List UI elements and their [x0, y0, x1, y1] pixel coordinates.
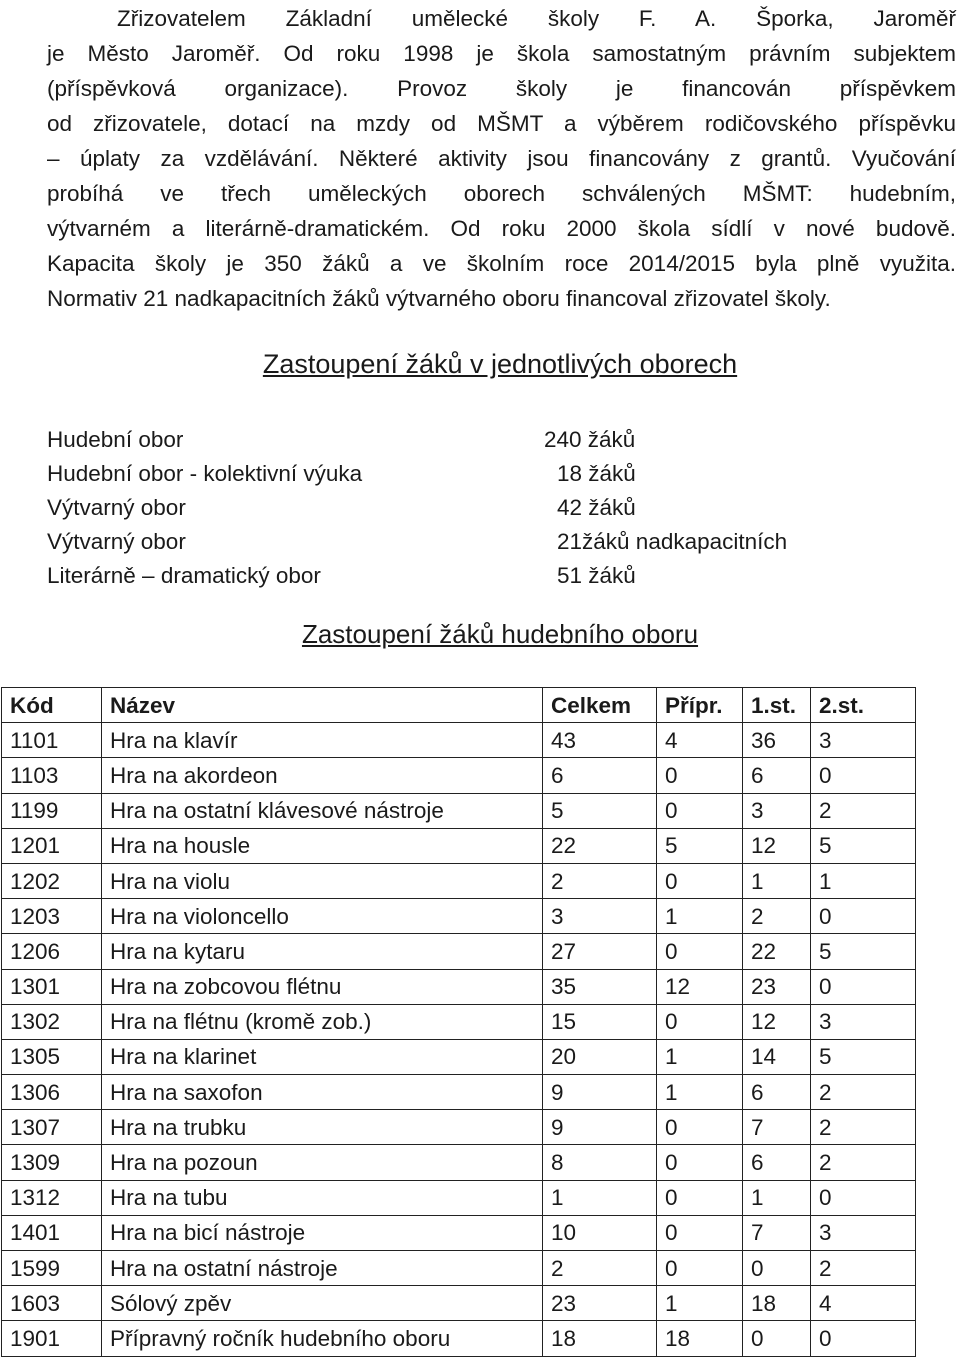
field-name: Výtvarný obor	[47, 529, 186, 554]
name-cell: Hra na ostatní nástroje	[102, 1251, 543, 1286]
level1-cell: 6	[743, 1075, 811, 1110]
list-item	[47, 423, 907, 457]
prep-cell: 5	[657, 828, 743, 863]
total-cell: 35	[543, 969, 657, 1004]
level1-cell: 0	[743, 1251, 811, 1286]
total-cell: 9	[543, 1110, 657, 1145]
field-name: Hudební obor - kolektivní výuka	[47, 461, 363, 486]
column-header: Kód	[2, 688, 102, 723]
intro-line: Zřizovatelem Základní umělecké školy F. A. Šporka, Jaroměř	[117, 6, 956, 31]
prep-cell: 12	[657, 969, 743, 1004]
total-cell: 23	[543, 1286, 657, 1321]
level2-cell: 2	[811, 1251, 916, 1286]
prep-cell: 1	[657, 899, 743, 934]
prep-cell: 0	[657, 863, 743, 898]
prep-cell: 4	[657, 723, 743, 758]
prep-cell: 0	[657, 934, 743, 969]
field-name: Výtvarný obor	[47, 495, 186, 520]
table-row	[2, 1075, 916, 1110]
name-cell: Hra na tubu	[102, 1180, 543, 1215]
intro-line: je Město Jaroměř. Od roku 1998 je škola samostatným právním subjektem	[47, 41, 956, 66]
level2-cell: 2	[811, 1110, 916, 1145]
name-cell: Hra na saxofon	[102, 1075, 543, 1110]
field-count: 51 žáků	[557, 563, 636, 588]
column-header: 1.st.	[743, 688, 811, 723]
level2-cell: 0	[811, 899, 916, 934]
level1-cell: 1	[743, 1180, 811, 1215]
level2-cell: 2	[811, 1075, 916, 1110]
code-cell: 1202	[2, 863, 102, 898]
level1-cell: 12	[743, 828, 811, 863]
music-heading: Zastoupení žáků hudebního oboru	[301, 619, 699, 649]
prep-cell: 0	[657, 793, 743, 828]
name-cell: Hra na ostatní klávesové nástroje	[102, 793, 543, 828]
name-cell: Hra na zobcovou flétnu	[102, 969, 543, 1004]
list-item	[47, 559, 907, 593]
level1-cell: 18	[743, 1286, 811, 1321]
total-cell: 43	[543, 723, 657, 758]
level2-cell: 0	[811, 758, 916, 793]
table-body	[2, 723, 916, 1356]
intro-line: Normativ 21 nadkapacitních žáků výtvarného oboru financoval zřizovatel školy.	[47, 286, 831, 311]
level2-cell: 4	[811, 1286, 916, 1321]
prep-cell: 0	[657, 1180, 743, 1215]
level1-cell: 14	[743, 1039, 811, 1074]
name-cell: Hra na pozoun	[102, 1145, 543, 1180]
total-cell: 5	[543, 793, 657, 828]
table-row	[2, 969, 916, 1004]
intro-line: probíhá ve třech uměleckých oborech schválených MŠMT: hudebním,	[47, 181, 956, 206]
level1-cell: 7	[743, 1110, 811, 1145]
table-row	[2, 1110, 916, 1145]
music-table	[1, 687, 916, 1357]
total-cell: 18	[543, 1321, 657, 1356]
code-cell: 1301	[2, 969, 102, 1004]
code-cell: 1309	[2, 1145, 102, 1180]
intro-line: výtvarném a literárně-dramatickém. Od roku 2000 škola sídlí v nové budově.	[47, 216, 956, 241]
name-cell: Hra na trubku	[102, 1110, 543, 1145]
name-cell: Hra na bicí nástroje	[102, 1215, 543, 1250]
table-row	[2, 1215, 916, 1250]
name-cell: Hra na violu	[102, 863, 543, 898]
field-name: Hudební obor	[47, 427, 184, 452]
column-header: 2.st.	[811, 688, 916, 723]
name-cell: Přípravný ročník hudebního oboru	[102, 1321, 543, 1356]
total-cell: 22	[543, 828, 657, 863]
intro-line: Kapacita školy je 350 žáků a ve školním roce 2014/2015 byla plně využita.	[47, 251, 956, 276]
code-cell: 1401	[2, 1215, 102, 1250]
code-cell: 1901	[2, 1321, 102, 1356]
table-row	[2, 1286, 916, 1321]
field-count: 21žáků nadkapacitních	[557, 529, 788, 554]
total-cell: 1	[543, 1180, 657, 1215]
level2-cell: 5	[811, 828, 916, 863]
total-cell: 8	[543, 1145, 657, 1180]
level1-cell: 12	[743, 1004, 811, 1039]
name-cell: Hra na klarinet	[102, 1039, 543, 1074]
code-cell: 1599	[2, 1251, 102, 1286]
code-cell: 1199	[2, 793, 102, 828]
column-header: Celkem	[543, 688, 657, 723]
field-count: 42 žáků	[557, 495, 636, 520]
level2-cell: 0	[811, 969, 916, 1004]
level2-cell: 3	[811, 1215, 916, 1250]
list-item	[47, 491, 907, 525]
column-header: Přípr.	[657, 688, 743, 723]
level1-cell: 6	[743, 758, 811, 793]
name-cell: Hra na klavír	[102, 723, 543, 758]
total-cell: 15	[543, 1004, 657, 1039]
total-cell: 10	[543, 1215, 657, 1250]
field-name: Literárně – dramatický obor	[47, 563, 321, 588]
code-cell: 1306	[2, 1075, 102, 1110]
list-item	[47, 525, 907, 559]
code-cell: 1201	[2, 828, 102, 863]
level2-cell: 2	[811, 1145, 916, 1180]
table-row	[2, 934, 916, 969]
code-cell: 1302	[2, 1004, 102, 1039]
table-row	[2, 828, 916, 863]
name-cell: Sólový zpěv	[102, 1286, 543, 1321]
prep-cell: 0	[657, 1110, 743, 1145]
level1-cell: 6	[743, 1145, 811, 1180]
table-row	[2, 723, 916, 758]
table-row	[2, 758, 916, 793]
intro-line: – úplaty za vzdělávání. Některé aktivity jsou financovány z grantů. Vyučování	[47, 146, 956, 171]
prep-cell: 18	[657, 1321, 743, 1356]
table-row	[2, 863, 916, 898]
level2-cell: 2	[811, 793, 916, 828]
prep-cell: 0	[657, 1004, 743, 1039]
total-cell: 20	[543, 1039, 657, 1074]
level2-cell: 3	[811, 723, 916, 758]
total-cell: 9	[543, 1075, 657, 1110]
table-row	[2, 1039, 916, 1074]
level1-cell: 2	[743, 899, 811, 934]
level1-cell: 23	[743, 969, 811, 1004]
code-cell: 1206	[2, 934, 102, 969]
prep-cell: 1	[657, 1075, 743, 1110]
prep-cell: 0	[657, 758, 743, 793]
total-cell: 2	[543, 863, 657, 898]
table-row	[2, 1251, 916, 1286]
level1-cell: 3	[743, 793, 811, 828]
table-row	[2, 1180, 916, 1215]
prep-cell: 1	[657, 1286, 743, 1321]
field-count: 240 žáků	[544, 427, 636, 452]
column-header: Název	[102, 688, 543, 723]
table-header-row	[2, 688, 916, 723]
total-cell: 27	[543, 934, 657, 969]
prep-cell: 0	[657, 1145, 743, 1180]
code-cell: 1603	[2, 1286, 102, 1321]
level2-cell: 0	[811, 1180, 916, 1215]
total-cell: 3	[543, 899, 657, 934]
name-cell: Hra na kytaru	[102, 934, 543, 969]
level1-cell: 22	[743, 934, 811, 969]
total-cell: 2	[543, 1251, 657, 1286]
intro-line: od zřizovatele, dotací na mzdy od MŠMT a výběrem rodičovského příspěvku	[47, 111, 956, 136]
field-count: 18 žáků	[557, 461, 636, 486]
prep-cell: 0	[657, 1215, 743, 1250]
intro-line: (příspěvková organizace). Provoz školy je financován příspěvkem	[47, 76, 956, 101]
prep-cell: 1	[657, 1039, 743, 1074]
level1-cell: 0	[743, 1321, 811, 1356]
name-cell: Hra na violoncello	[102, 899, 543, 934]
fields-heading: Zastoupení žáků v jednotlivých oborech	[262, 349, 738, 379]
code-cell: 1203	[2, 899, 102, 934]
table-row	[2, 793, 916, 828]
level1-cell: 1	[743, 863, 811, 898]
level1-cell: 36	[743, 723, 811, 758]
table-row	[2, 1145, 916, 1180]
level2-cell: 3	[811, 1004, 916, 1039]
list-item	[47, 457, 907, 491]
code-cell: 1312	[2, 1180, 102, 1215]
code-cell: 1305	[2, 1039, 102, 1074]
prep-cell: 0	[657, 1251, 743, 1286]
table-row	[2, 899, 916, 934]
total-cell: 6	[543, 758, 657, 793]
level1-cell: 7	[743, 1215, 811, 1250]
level2-cell: 1	[811, 863, 916, 898]
name-cell: Hra na housle	[102, 828, 543, 863]
level2-cell: 0	[811, 1321, 916, 1356]
level2-cell: 5	[811, 1039, 916, 1074]
name-cell: Hra na flétnu (kromě zob.)	[102, 1004, 543, 1039]
code-cell: 1103	[2, 758, 102, 793]
name-cell: Hra na akordeon	[102, 758, 543, 793]
table-row	[2, 1321, 916, 1356]
code-cell: 1307	[2, 1110, 102, 1145]
code-cell: 1101	[2, 723, 102, 758]
table-row	[2, 1004, 916, 1039]
level2-cell: 5	[811, 934, 916, 969]
